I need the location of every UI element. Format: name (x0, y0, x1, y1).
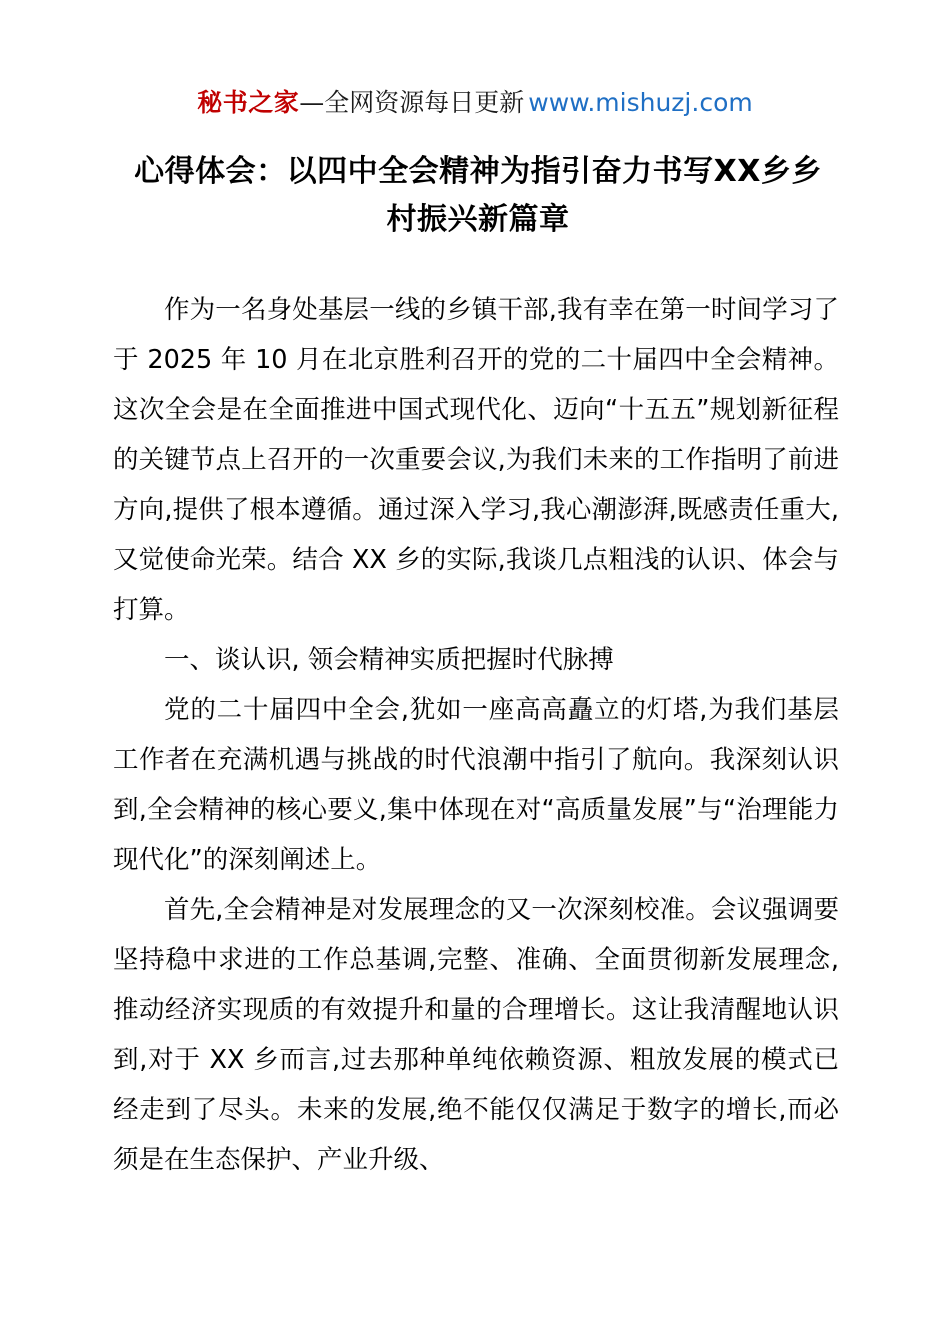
site-tagline: 全网资源每日更新 (324, 88, 525, 117)
site-url-link[interactable]: www.mishuzj.com (528, 88, 753, 117)
section-heading: 一、谈认识, 领会精神实质把握时代脉搏 (164, 645, 614, 675)
site-brand-name: 秘书之家 (197, 88, 300, 117)
paragraph: 党的二十届四中全会,犹如一座高高矗立的灯塔,为我们基层工作者在充满机遇与挑战的时代浪潮中指引了航向。我深刻认识到,全会精神的核心要义,集中体现在对“高质量发展”与“治理能力现代化”的深刻阐述上。 (113, 695, 839, 875)
paragraph: 首先,全会精神是对发展理念的又一次深刻校准。会议强调要坚持稳中求进的工作总基调,完整、准确、全面贯彻新发展理念,推动经济实现质的有效提升和量的合理增长。这让我清醒地认识到,对于 XX 乡而言,过去那种单纯依赖资源、粗放发展的模式已经走到了尽头。未来的发展,绝不能仅仅满足于数字的增长,而必须是在生态保护、产业升级、 (113, 895, 839, 1175)
site-brand-separator: — (299, 88, 325, 117)
document-body (113, 285, 839, 1185)
page-title: 心得体会：以四中全会精神为指引奋力书写XX乡乡村振兴新篇章 (134, 154, 822, 237)
paragraph: 作为一名身处基层一线的乡镇干部,我有幸在第一时间学习了于 2025 年 10 月在北京胜利召开的党的二十届四中全会精神。这次全会是在全面推进中国式现代化、迈向“十五五”规划新征程的关键节点上召开的一次重要会议,为我们未来的工作指明了前进方向,提供了根本遵循。通过深入学习,我心潮澎湃,既感责任重大,又觉使命光荣。结合 XX 乡的实际,我谈几点粗浅的认识、体会与打算。 (113, 295, 839, 625)
site-watermark (0, 88, 950, 118)
